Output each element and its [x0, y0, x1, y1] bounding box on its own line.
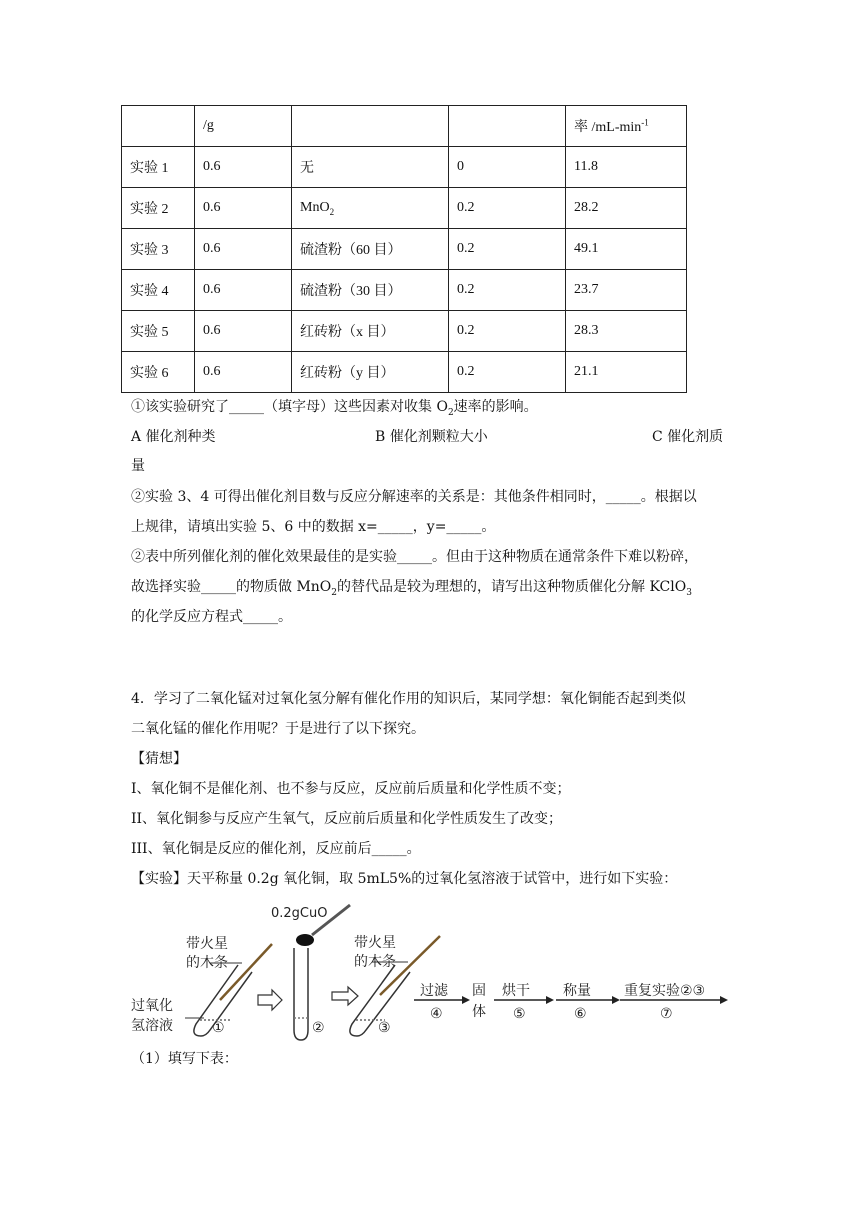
table-cell: 21.1 [566, 352, 687, 393]
q4-experiment: 【实验】天平称量 0.2g 氧化铜，取 5mL5%的过氧化氢溶液于试管中，进行如下实验： [131, 871, 678, 887]
q4-intro-1: 4．学习了二氧化锰对过氧化氢分解有催化作用的知识后，某同学想：氧化铜能否起到类似 [131, 691, 686, 707]
table-cell: 0.6 [195, 352, 292, 393]
table-cell: 0.6 [195, 147, 292, 188]
step-number-3: ③ [378, 1020, 391, 1036]
q4-fill-table: （1）填写下表： [131, 1051, 238, 1067]
flow-arrowhead-repeat [720, 996, 728, 1004]
table-cell: 49.1 [566, 229, 687, 270]
step-number-1: ① [212, 1020, 225, 1036]
step-dry-number: ⑤ [513, 1006, 526, 1022]
q4-intro-2: 二氧化锰的催化作用呢？于是进行了以下探究。 [131, 721, 425, 737]
solid-label-a: 固 [472, 983, 486, 999]
splint-label-2b: 的木条 [354, 954, 396, 970]
question-2-line-1: ②实验 3、4 可得出催化剂目数与反应分解速率的关系是：其他条件相同时，_____。根据以 [131, 489, 697, 505]
table-cell: 硫渣粉（30 目） [292, 270, 449, 311]
table-cell: 0.6 [195, 188, 292, 229]
option-c: C 催化剂质 [652, 429, 724, 445]
test-tube-2 [294, 948, 308, 1040]
q4-guess-heading: 【猜想】 [131, 751, 187, 767]
step-repeat-number: ⑦ [660, 1006, 673, 1022]
question-3-line-1: ②表中所列催化剂的催化效果最佳的是实验_____。但由于这种物质在通常条件下难以粉碎， [131, 549, 698, 565]
table-cell: 无 [292, 147, 449, 188]
table-cell: 0.6 [195, 311, 292, 352]
step-dry: 烘干 [502, 983, 530, 999]
flow-arrowhead-dry [546, 996, 554, 1004]
table-cell: 23.7 [566, 270, 687, 311]
table-cell: 0.6 [195, 229, 292, 270]
table-cell: 11.8 [566, 147, 687, 188]
splint-1 [220, 944, 272, 1000]
table-cell: 0.6 [195, 270, 292, 311]
table-cell: 实验 5 [122, 311, 195, 352]
table-cell: 红砖粉（y 目） [292, 352, 449, 393]
table-cell: 0.2 [449, 311, 566, 352]
table-cell: 实验 2 [122, 188, 195, 229]
option-b: B 催化剂颗粒大小 [375, 429, 488, 445]
table-cell: 实验 1 [122, 147, 195, 188]
splint-label-1a: 带火星 [186, 936, 228, 952]
table-cell: 0.2 [449, 229, 566, 270]
q4-guess-3: III、氧化铜是反应的催化剂，反应前后_____。 [131, 841, 421, 857]
step-number-2: ② [312, 1020, 325, 1036]
question-1: ①该实验研究了_____（填字母）这些因素对收集 $O_2$速率的影响。 [131, 399, 538, 418]
step-repeat: 重复实验②③ [624, 983, 706, 999]
option-c-continued: 量 [131, 458, 145, 474]
cuo-label: 0.2gCuO [271, 906, 328, 921]
table-cell: 实验 4 [122, 270, 195, 311]
flow-arrowhead-filter [462, 996, 470, 1004]
splint-label-1b: 的木条 [186, 955, 228, 971]
step-weigh-number: ⑥ [574, 1006, 587, 1022]
question-3-line-2: 故选择实验_____的物质做 MnO$_2$的替代品是较为理想的，请写出这种物质催化分解 KClO$_3$ [131, 579, 692, 598]
question-3-line-3: 的化学反应方程式_____。 [131, 609, 292, 625]
table-cell: 红砖粉（x 目） [292, 311, 449, 352]
q4-guess-1: I、氧化铜不是催化剂、也不参与反应，反应前后质量和化学性质不变； [131, 781, 571, 797]
hollow-arrow-2 [332, 987, 358, 1005]
table-cell: 0.2 [449, 188, 566, 229]
table-cell: 0.2 [449, 352, 566, 393]
table-cell-mno2: MnO$_2$ [292, 188, 449, 229]
table-header-cell-rate: 率 $/mL-\min^{-1}$ [566, 106, 687, 147]
table-cell: 0 [449, 147, 566, 188]
splint-label-2a: 带火星 [354, 935, 396, 951]
step-filter-number: ④ [430, 1006, 443, 1022]
solid-label-b: 体 [472, 1004, 486, 1020]
option-a: A 催化剂种类 [131, 429, 216, 445]
solution-label-b: 氢溶液 [131, 1018, 173, 1034]
hollow-arrow-1 [258, 990, 282, 1010]
flow-arrowhead-weigh [612, 996, 620, 1004]
table-cell: 28.3 [566, 311, 687, 352]
step-filter: 过滤 [420, 983, 448, 999]
table-cell: 实验 6 [122, 352, 195, 393]
table-cell: 0.2 [449, 270, 566, 311]
step-weigh: 称量 [563, 983, 591, 999]
question-2-line-2: 上规律，请填出实验 5、6 中的数据 x=_____，y=_____。 [131, 519, 496, 535]
q4-guess-2: II、氧化铜参与反应产生氧气，反应前后质量和化学性质发生了改变； [131, 811, 563, 827]
solution-label-a: 过氧化 [131, 998, 173, 1014]
table-cell: 硫渣粉（60 目） [292, 229, 449, 270]
table-header-cell: /g [195, 106, 292, 147]
table-cell: 28.2 [566, 188, 687, 229]
table-cell: 实验 3 [122, 229, 195, 270]
